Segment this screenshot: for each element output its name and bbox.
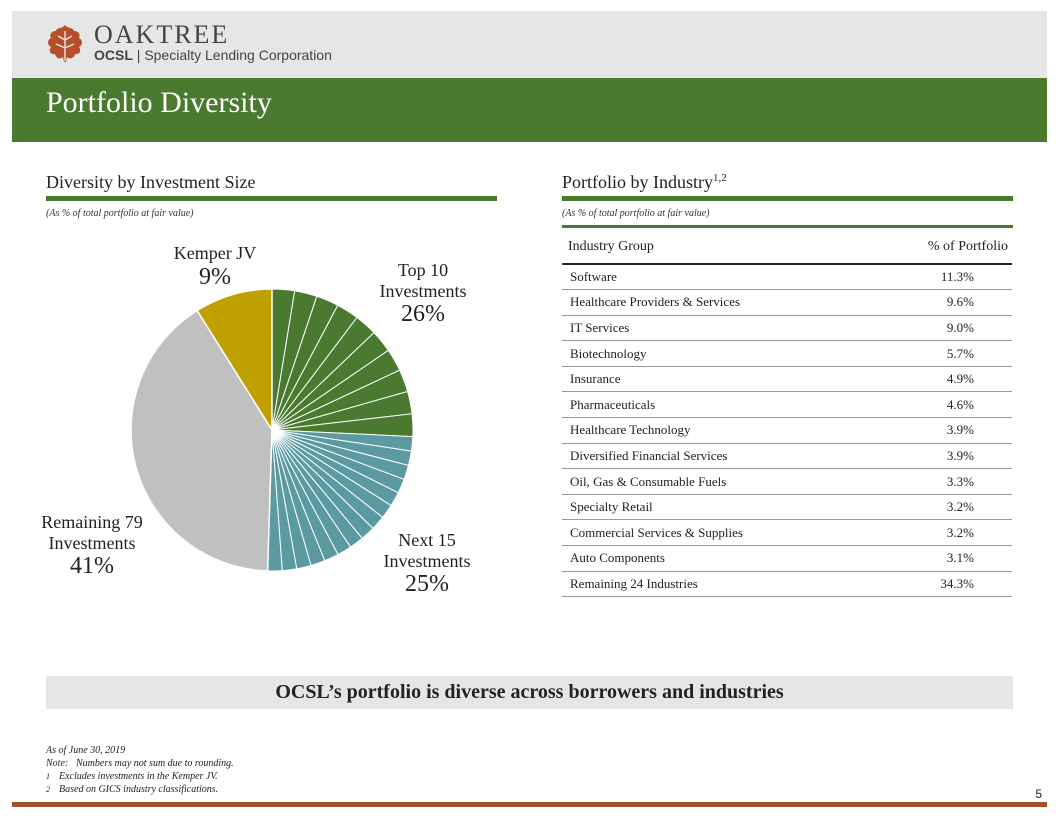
right-section-note: (As % of total portfolio at fair value): [562, 208, 710, 219]
table-row: [562, 494, 1012, 520]
pie-label-top-10-pct: 26%: [401, 301, 445, 328]
percent-of-portfolio-cell: 9.6%: [867, 290, 1012, 316]
brand-wordmark: OAKTREE: [94, 20, 230, 49]
industry-group-cell: Auto Components: [562, 546, 867, 572]
table-row: [562, 366, 1012, 392]
industry-group-cell: Diversified Financial Services: [562, 443, 867, 469]
key-takeaway-banner: OCSL’s portfolio is diverse across borrowers and industries: [46, 676, 1013, 709]
pie-label-next-15-name-line2: Investments: [383, 550, 471, 571]
industry-table-header-row: [562, 230, 1012, 264]
pie-label-top-10: [362, 260, 484, 329]
left-section-rule: [46, 196, 497, 201]
percent-of-portfolio-cell: 3.2%: [867, 494, 1012, 520]
oak-leaf-logo-icon: [44, 22, 86, 64]
pie-label-next-15: [366, 530, 488, 599]
percent-of-portfolio-cell: 3.9%: [867, 418, 1012, 444]
industry-group-cell: Biotechnology: [562, 341, 867, 367]
footnote-item: [46, 783, 234, 796]
pie-label-remaining-79-name-line1: Remaining 79: [41, 512, 143, 532]
footnote-note-label: Note:: [46, 758, 69, 769]
table-row: [562, 443, 1012, 469]
page-title: Portfolio Diversity: [46, 86, 272, 119]
footnote-item: [46, 770, 234, 783]
percent-of-portfolio-header: % of Portfolio: [867, 230, 1012, 264]
industry-group-cell: Pharmaceuticals: [562, 392, 867, 418]
industry-group-header: Industry Group: [562, 230, 867, 264]
pie-label-remaining-79-name-line2: Investments: [48, 532, 136, 553]
left-section-note: (As % of total portfolio at fair value): [46, 208, 194, 219]
pie-label-top-10-name-line2: Investments: [379, 280, 467, 301]
footnote-note: [46, 757, 234, 770]
pie-label-next-15-pct: 25%: [405, 571, 449, 598]
pie-label-remaining-79-pct: 41%: [70, 553, 114, 580]
right-section-rule: [562, 196, 1013, 201]
table-row: [562, 264, 1012, 290]
percent-of-portfolio-cell: 11.3%: [867, 264, 1012, 290]
industry-table-body: [562, 264, 1012, 597]
right-section-heading-footnote-marks: 1,2: [713, 172, 727, 184]
percent-of-portfolio-cell: 4.9%: [867, 366, 1012, 392]
industry-group-cell: Healthcare Providers & Services: [562, 290, 867, 316]
pie-label-kemper-jv-pct: 9%: [199, 263, 231, 290]
industry-group-cell: Healthcare Technology: [562, 418, 867, 444]
footnote-text: Excludes investments in the Kemper JV.: [59, 771, 218, 782]
page-number: 5: [1035, 787, 1042, 801]
left-section-heading: Diversity by Investment Size: [46, 172, 256, 192]
industry-group-cell: Specialty Retail: [562, 494, 867, 520]
percent-of-portfolio-cell: 34.3%: [867, 571, 1012, 597]
footnote-mark: 1: [46, 772, 50, 781]
percent-of-portfolio-cell: 3.1%: [867, 546, 1012, 572]
table-row: [562, 290, 1012, 316]
footnotes: [46, 744, 234, 796]
right-section-heading-text: Portfolio by Industry: [562, 172, 713, 192]
pie-label-kemper-jv: [160, 243, 270, 291]
bottom-rule: [12, 802, 1047, 807]
industry-table: [562, 230, 1012, 597]
percent-of-portfolio-cell: 3.2%: [867, 520, 1012, 546]
percent-of-portfolio-cell: 4.6%: [867, 392, 1012, 418]
industry-group-cell: Oil, Gas & Consumable Fuels: [562, 469, 867, 495]
table-row: [562, 520, 1012, 546]
industry-group-cell: Software: [562, 264, 867, 290]
pie-label-next-15-name-line1: Next 15: [398, 530, 456, 550]
footnote-mark: 2: [46, 785, 50, 794]
table-row: [562, 392, 1012, 418]
table-row: [562, 315, 1012, 341]
percent-of-portfolio-cell: 9.0%: [867, 315, 1012, 341]
industry-group-cell: IT Services: [562, 315, 867, 341]
right-section-heading: [562, 172, 727, 193]
table-row: [562, 546, 1012, 572]
industry-group-cell: Commercial Services & Supplies: [562, 520, 867, 546]
brand-ticker: OCSL: [94, 47, 133, 63]
table-row: [562, 469, 1012, 495]
brand-company: Specialty Lending Corporation: [144, 47, 332, 63]
pie-label-top-10-name-line1: Top 10: [397, 260, 449, 280]
table-top-rule: [562, 225, 1013, 228]
percent-of-portfolio-cell: 5.7%: [867, 341, 1012, 367]
brand-subtitle: [94, 47, 332, 63]
table-row: [562, 418, 1012, 444]
brand-separator: |: [132, 47, 145, 63]
percent-of-portfolio-cell: 3.9%: [867, 443, 1012, 469]
percent-of-portfolio-cell: 3.3%: [867, 469, 1012, 495]
footnote-note-text: Numbers may not sum due to rounding.: [76, 758, 234, 769]
pie-label-remaining-79: [30, 512, 154, 581]
pie-label-kemper-jv-name: Kemper JV: [173, 243, 257, 263]
table-row: [562, 341, 1012, 367]
footnote-text: Based on GICS industry classifications.: [59, 784, 219, 795]
industry-group-cell: Remaining 24 Industries: [562, 571, 867, 597]
footnote-as-of: As of June 30, 2019: [46, 745, 126, 756]
industry-group-cell: Insurance: [562, 366, 867, 392]
table-row: [562, 571, 1012, 597]
